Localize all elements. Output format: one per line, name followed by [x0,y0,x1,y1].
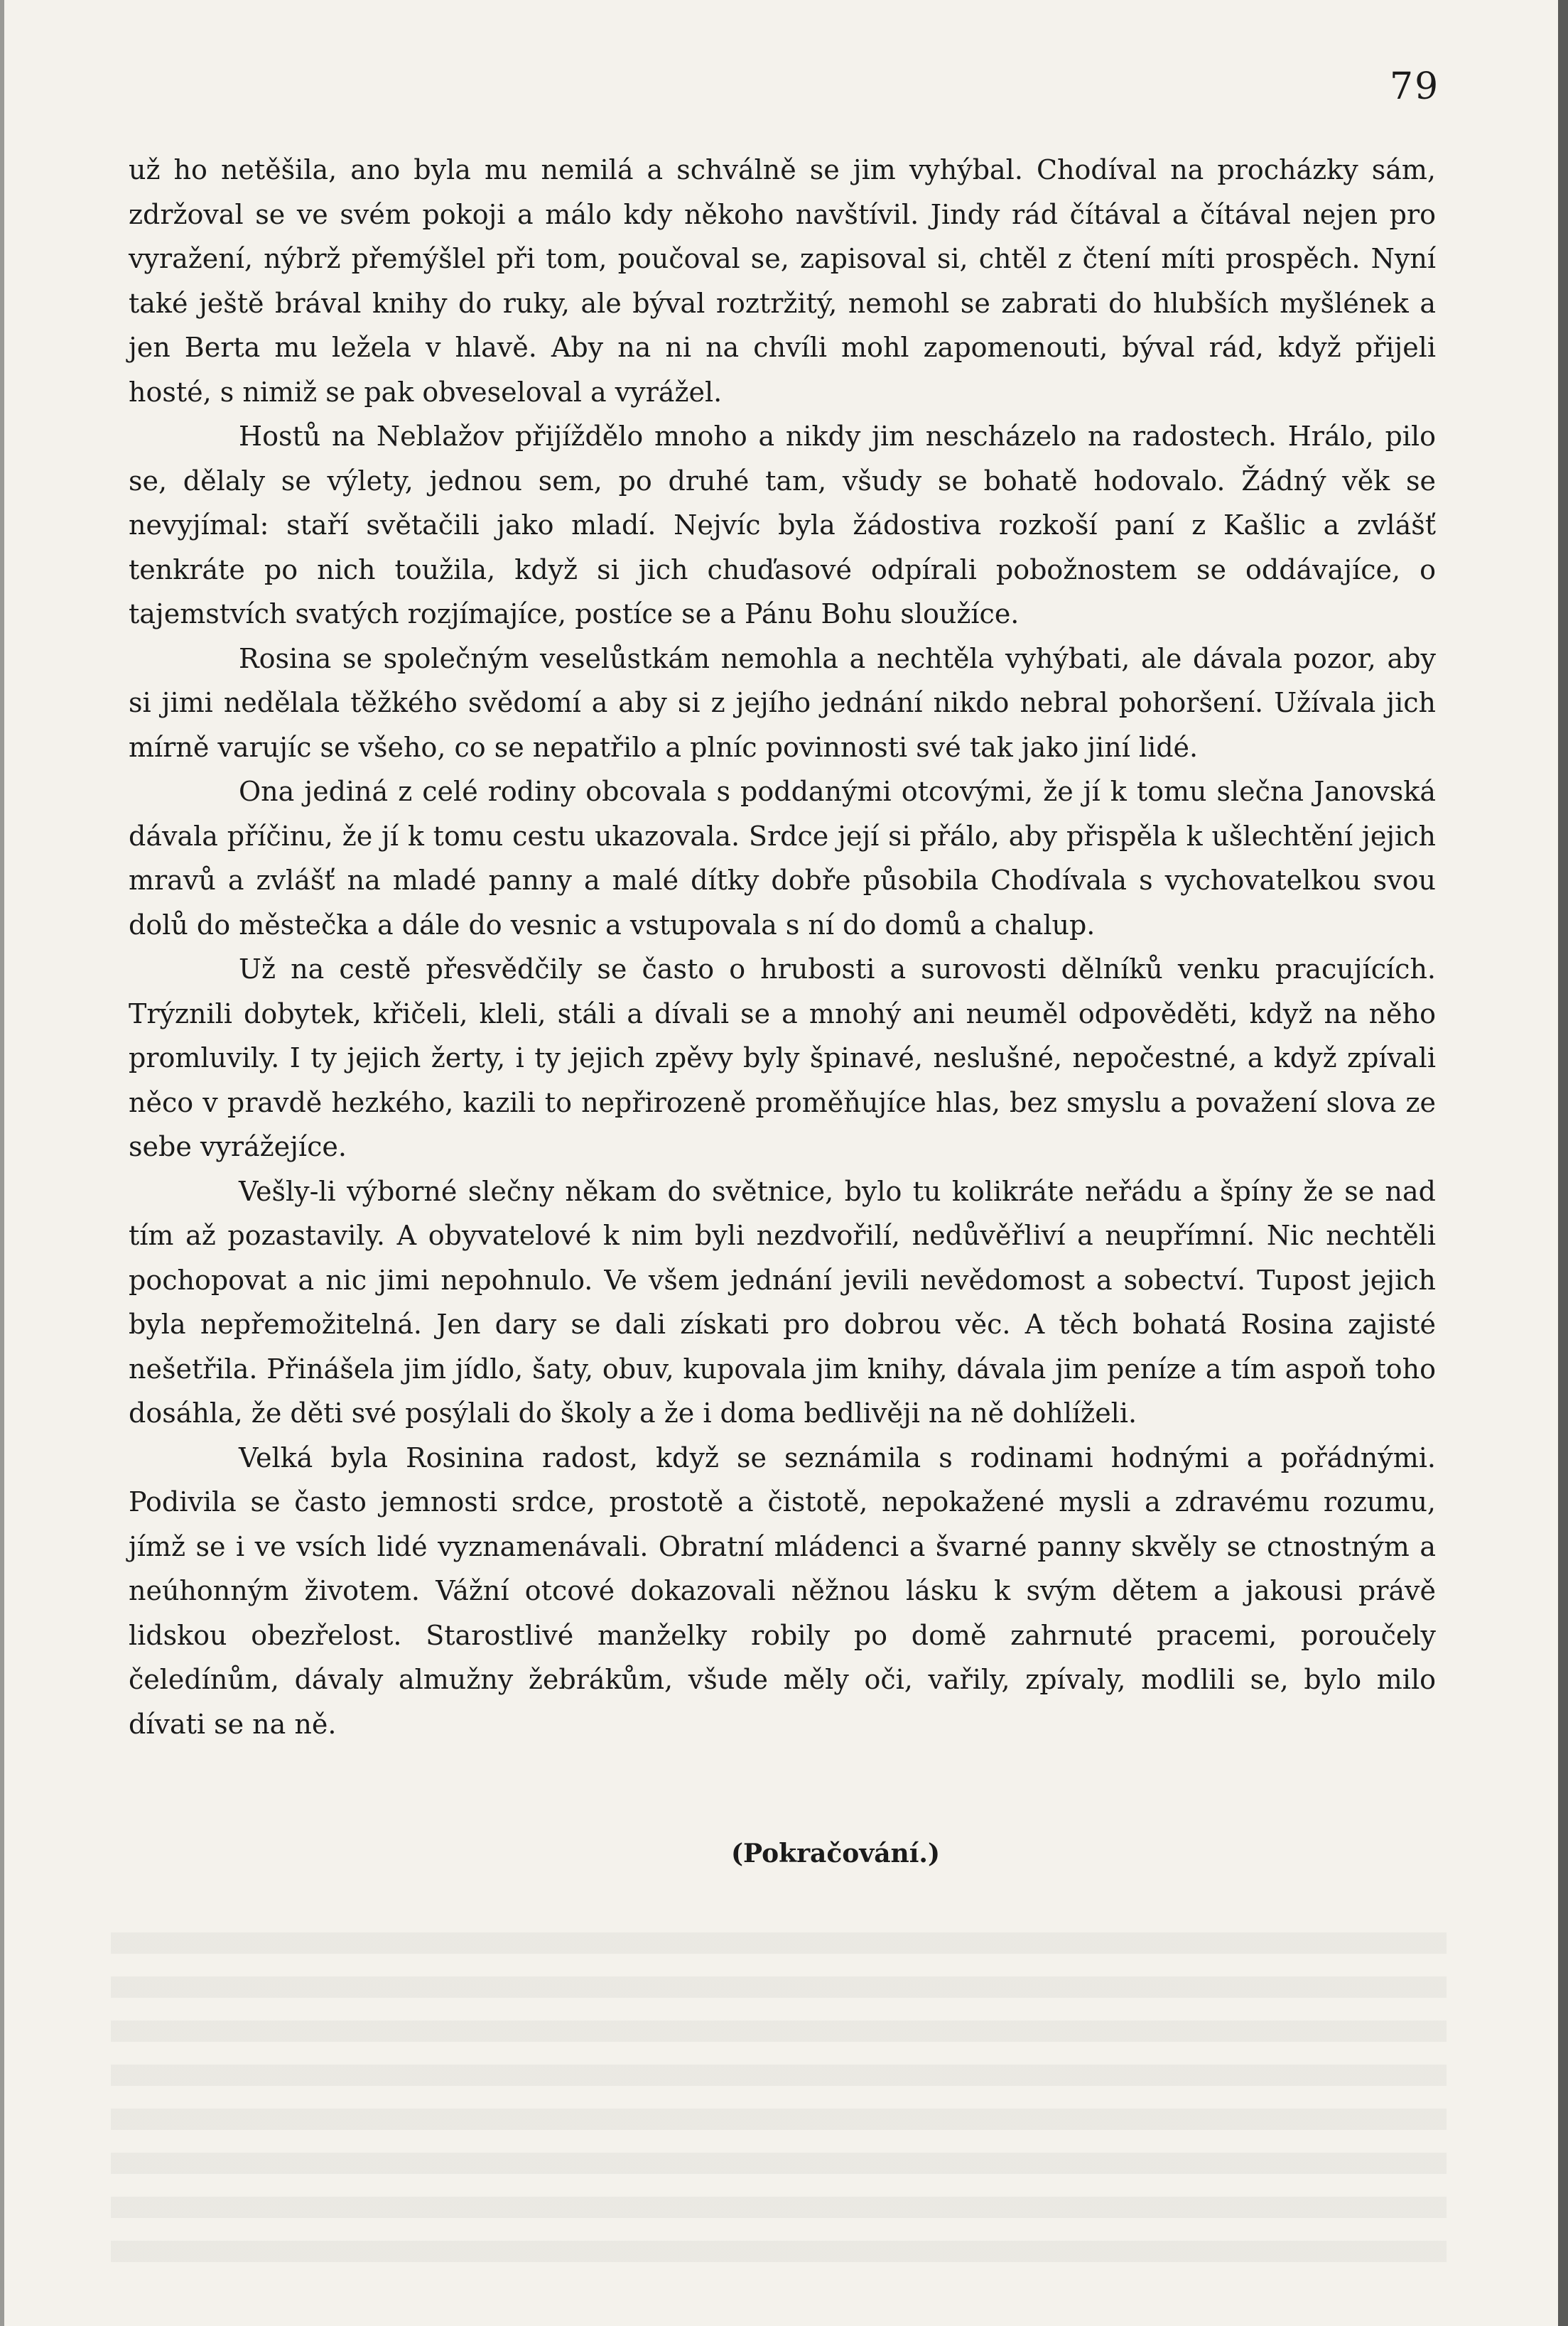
paragraph-3: Rosina se společným veselůstkám nemohla a nechtěla vyhýbati, ale dávala pozor, aby si jimi nedělala těžkého svědomí a aby si z jejího jednání nikdo nebral pohoršení. Užívala jich mírně varujíc se všeho, co se nepatřilo a plníc povinnosti své tak jako jiní lidé. [129,642,1436,763]
paragraph-7: Velká byla Rosinina radost, když se seznámila s rodinami hodnými a pořádnými. Podivila se často jemnosti srdce, prostotě a čistotě, nepokažené mysli a zdravému rozumu, jímž se i ve vsích lidé vyznamenávali. Obratní mládenci a švarné panny skvěly se ctnostným a neúhonným životem. Vážní otcové dokazovali něžnou lásku k svým dětem a jakousi právě lidskou obezřelost. Starostlivé manželky robily po domě zahrnuté pracemi, poroučely čeledínům, dávaly almužny žebrákům, všude měly oči, vařily, zpívaly, modlili se, bylo milo dívati se na ně. [129,1441,1436,1740]
paragraph-4: Ona jediná z celé rodiny obcovala s poddanými otcovými, že jí k tomu slečna Janovská dávala příčinu, že jí k tomu cestu ukazovala. Srdce její si přálo, aby přispěla k ušlechtění jejich mravů a zvlášť na mladé panny a malé dítky dobře působila Chodívala s vychovatelkou svou dolů do městečka a dále do vesnic a vstupovala s ní do domů a chalup. [129,776,1436,941]
bleed-through-shadow [111,1932,1447,2273]
page-number: 79 [1390,65,1440,108]
continuation-note: (Pokračování.) [731,1839,940,1868]
paragraph-5: Už na cestě přesvědčily se často o hrubosti a surovosti dělníků venku pracujících. Trýznili dobytek, křičeli, kleli, stáli a dívali se a mnohý ani neuměl odpověděti, když na něho promluvily. I ty jejich žerty, i ty jejich zpěvy byly špinavé, neslušné, nepočestné, a když zpívali něco v pravdě hezkého, kazili to nepřirozeně proměňujíce hlas, bez smyslu a považení slova ze sebe vyrážejíce. [129,953,1436,1162]
article-text [129,148,1436,1876]
paragraph-6: Vešly-li výborné slečny někam do světnice, bylo tu kolikráte neřádu a špíny že se nad tím až pozastavily. A obyvatelové k nim byli nezdvořilí, nedůvěřliví a neupřímní. Nic nechtěli pochopovat a nic jimi nepohnulo. Ve všem jednání jevili nevědomost a sobectví. Tupost jejich byla nepřemožitelná. Jen dary se dali získati pro dobrou věc. A těch bohatá Rosina zajisté nešetřila. Přinášela jim jídlo, šaty, obuv, kupovala jim knihy, dávala jim peníze a tím aspoň toho dosáhla, že děti své posýlali do školy a že i doma bedlivěji na ně dohlíželi. [129,1175,1436,1429]
paragraph-2: Hostů na Neblažov přijíždělo mnoho a nikdy jim nescházelo na radostech. Hrálo, pilo se, dělaly se výlety, jednou sem, po druhé tam, všudy se bohatě hodovalo. Žádný věk se nevyjímal: staří světačili jako mladí. Nejvíc byla žádostiva rozkoší paní z Kašlic a zvlášť tenkráte po nich toužila, když si jich chuďasové odpírali pobožnostem se oddávajíce, o tajemstvích svatých rozjímajíce, postíce se a Pánu Bohu sloužíce. [129,421,1436,629]
paragraph-1: už ho netěšila, ano byla mu nemilá a schválně se jim vyhýbal. Chodíval na procházky sám, zdržoval se ve svém pokoji a málo kdy někoho navštívil. Jindy rád čítával a čítával nejen pro vyražení, nýbrž přemýšlel při tom, poučoval se, zapisoval si, chtěl z čtení míti prospěch. Nyní také ještě brával knihy do ruky, ale býval roztržitý, nemohl se zabrati do hlubších myšlének a jen Berta mu ležela v hlavě. Aby na ni na chvíli mohl zapomenouti, býval rád, když přijeli hosté, s nimiž se pak obveseloval a vyrážel. [129,154,1436,408]
